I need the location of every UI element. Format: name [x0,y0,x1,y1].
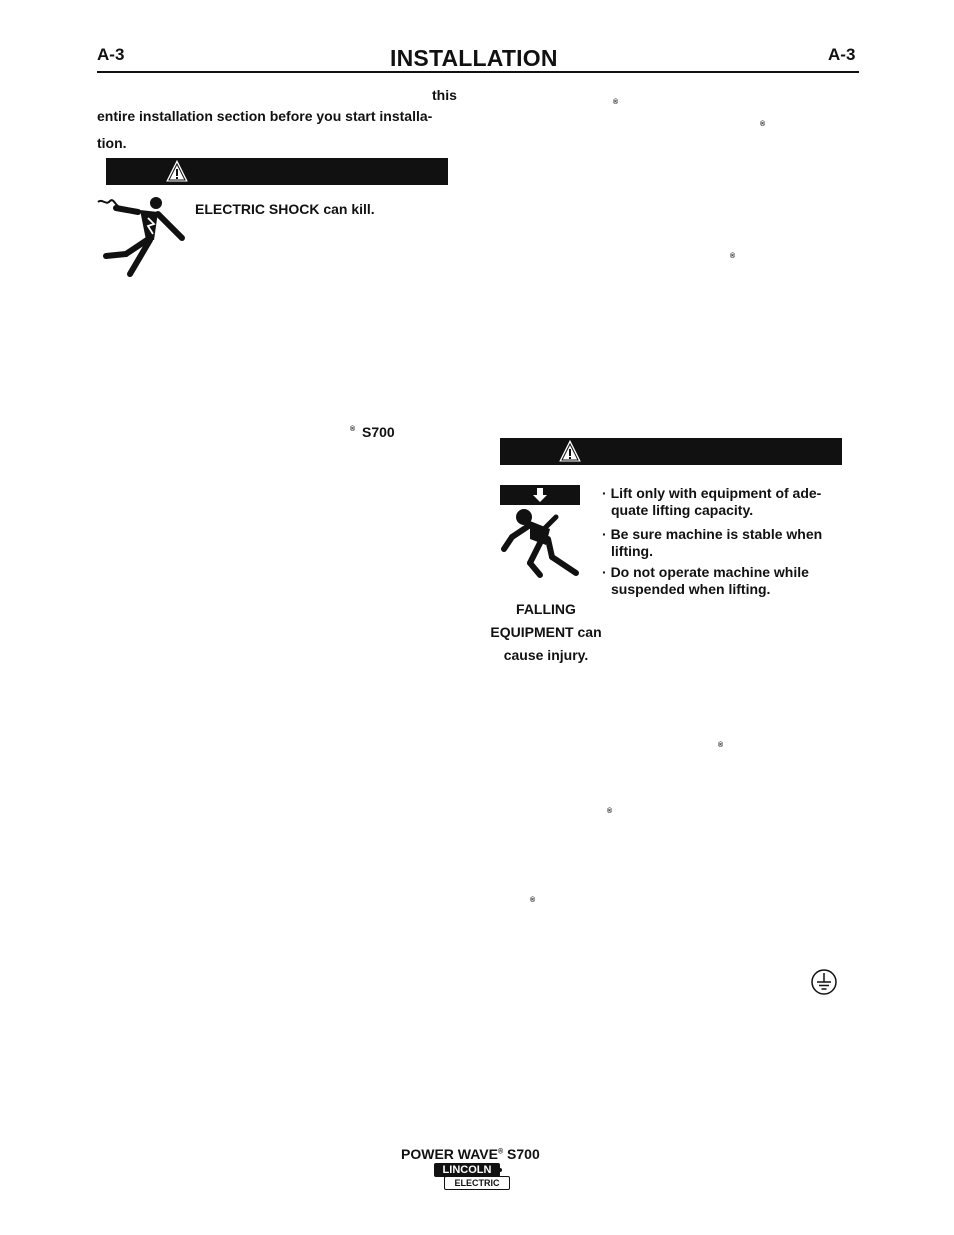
registered-mark: ® [718,742,724,749]
shock-warning-label: ELECTRIC SHOCK can kill. [195,201,375,217]
registered-mark: ® [350,426,356,433]
ground-symbol-icon [810,968,838,996]
warning-triangle-icon [166,160,188,182]
page-number-left: A-3 [97,45,125,64]
lincoln-electric-logo [434,1163,512,1191]
registered-mark: ® [730,253,736,260]
logo-bottom-text: ELECTRIC [444,1176,510,1190]
intro-line-2: entire installation section before you start installa- [97,108,433,124]
falling-bullet-1: · Lift only with equipment of ade- quate lifting capacity. [602,485,822,518]
header-rule [97,71,859,73]
s700-reference: S700 [362,424,395,440]
warning-banner-falling [500,438,842,465]
intro-line-3: tion. [97,135,127,151]
falling-equipment-icon [500,485,582,580]
falling-bullet-2: · Be sure machine is stable when lifting. [602,526,823,559]
electric-shock-icon [96,196,188,278]
footer-model: POWER WAVE® S700 [401,1146,540,1162]
logo-dot [498,1168,502,1172]
page-number-right: A-3 [828,45,856,64]
page-title: INSTALLATION [390,45,558,71]
falling-bullet-3: · Do not operate machine while suspended when lifting. [602,564,809,597]
falling-caption: FALLING EQUIPMENT can cause injury. [490,601,602,663]
registered-mark: ® [530,897,536,904]
warning-banner-shock [106,158,448,185]
registered-mark: ® [760,121,766,128]
warning-triangle-icon [559,440,581,462]
registered-mark: ® [613,99,619,106]
registered-mark: ® [607,808,613,815]
intro-line-1: this [432,87,457,103]
logo-top-text: LINCOLN [434,1163,500,1177]
